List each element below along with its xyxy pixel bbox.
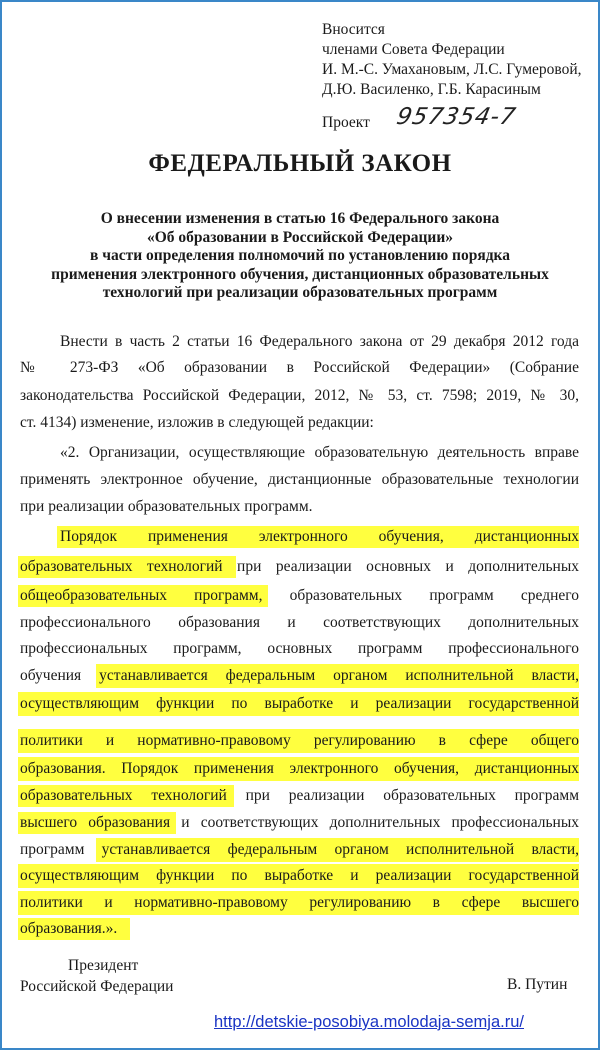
subtitle-line: «Об образовании в Российской Федерации» [146,228,454,246]
paragraph-line: «2. Организации, осуществляющие образовательную деятельность вправе [60,444,579,461]
signature-title [20,955,173,997]
paragraph-line: законодательства Российской Федерации, 2012, № 53, ст. 7598; 2019, № 30, [20,387,579,404]
paragraph-line: применять электронное обучение, дистанционные образовательные технологии [20,471,579,488]
submitted-by-block [322,20,582,100]
paragraph-line: обучения устанавливается федеральным органом исполнительной власти, [20,667,579,684]
paragraph-line: высшего образования и соответствующих дополнительных профессиональных [20,814,579,831]
paragraph-line: № 273-ФЗ «Об образовании в Российской Федерации» (Собрание [20,359,579,376]
paragraph-line: общеобразовательных программ, образовательных программ среднего [20,587,579,604]
header-line: Д.Ю. Василенко, Г.Б. Карасиным [322,81,541,98]
signature-name: В. Путин [507,976,568,993]
paragraph-line: ст. 4134) изменение, изложив в следующей редакции: [20,414,374,431]
paragraph-line: Внести в часть 2 статьи 16 Федерального закона от 29 декабря 2012 года [60,333,579,350]
paragraph-line: профессионального образования и соответствующих дополнительных [20,614,579,631]
paragraph-line: Порядок применения электронного обучения, дистанционных [60,528,579,545]
header-line: Вносится [322,21,385,38]
paragraph-line: политики и нормативно-правовому регулированию в сфере высшего [20,894,579,911]
subtitle-line: технологий при реализации образовательных программ [102,284,498,301]
paragraph-line: образования.». [20,920,118,937]
paragraph-line: при реализации образовательных программ. [20,498,313,515]
paragraph-line: осуществляющим функции по выработке и реализации государственной [20,867,579,884]
project-number-handwritten: 957354-7 [394,104,519,130]
project-label: Проект [322,114,370,131]
paragraph-line: образования. Порядок применения электронного обучения, дистанционных [20,760,579,777]
document-title: ФЕДЕРАЛЬНЫЙ ЗАКОН [148,150,452,177]
document-subtitle [0,210,600,303]
subtitle-line: О внесении изменения в статью 16 Федерального закона [100,210,500,227]
signature-position-country: Российской Федерации [20,978,174,995]
paragraph-line: программ устанавливается федеральным органом исполнительной власти, [20,841,579,858]
paragraph-line: осуществляющим функции по выработке и реализации государственной [20,695,579,712]
header-line: членами Совета Федерации [322,41,505,58]
paragraph-line: профессиональных программ, основных программ профессионального [20,640,579,657]
paragraph-line: образовательных технологий при реализации образовательных программ [20,787,579,804]
subtitle-line: применения электронного обучения, дистанционных образовательных [51,265,549,283]
paragraph-line: политики и нормативно-правовому регулированию в сфере общего [20,732,579,749]
footer-link[interactable]: http://detskie-posobiya.molodaja-semja.ru/ [214,1013,524,1031]
paragraph-line: образовательных технологий при реализации основных и дополнительных [20,558,579,575]
subtitle-line: в части определения полномочий по установлению порядка [89,247,511,264]
header-line: И. М.-С. Умахановым, Л.С. Гумеровой, [322,61,582,78]
signature-position: Президент [68,957,139,974]
